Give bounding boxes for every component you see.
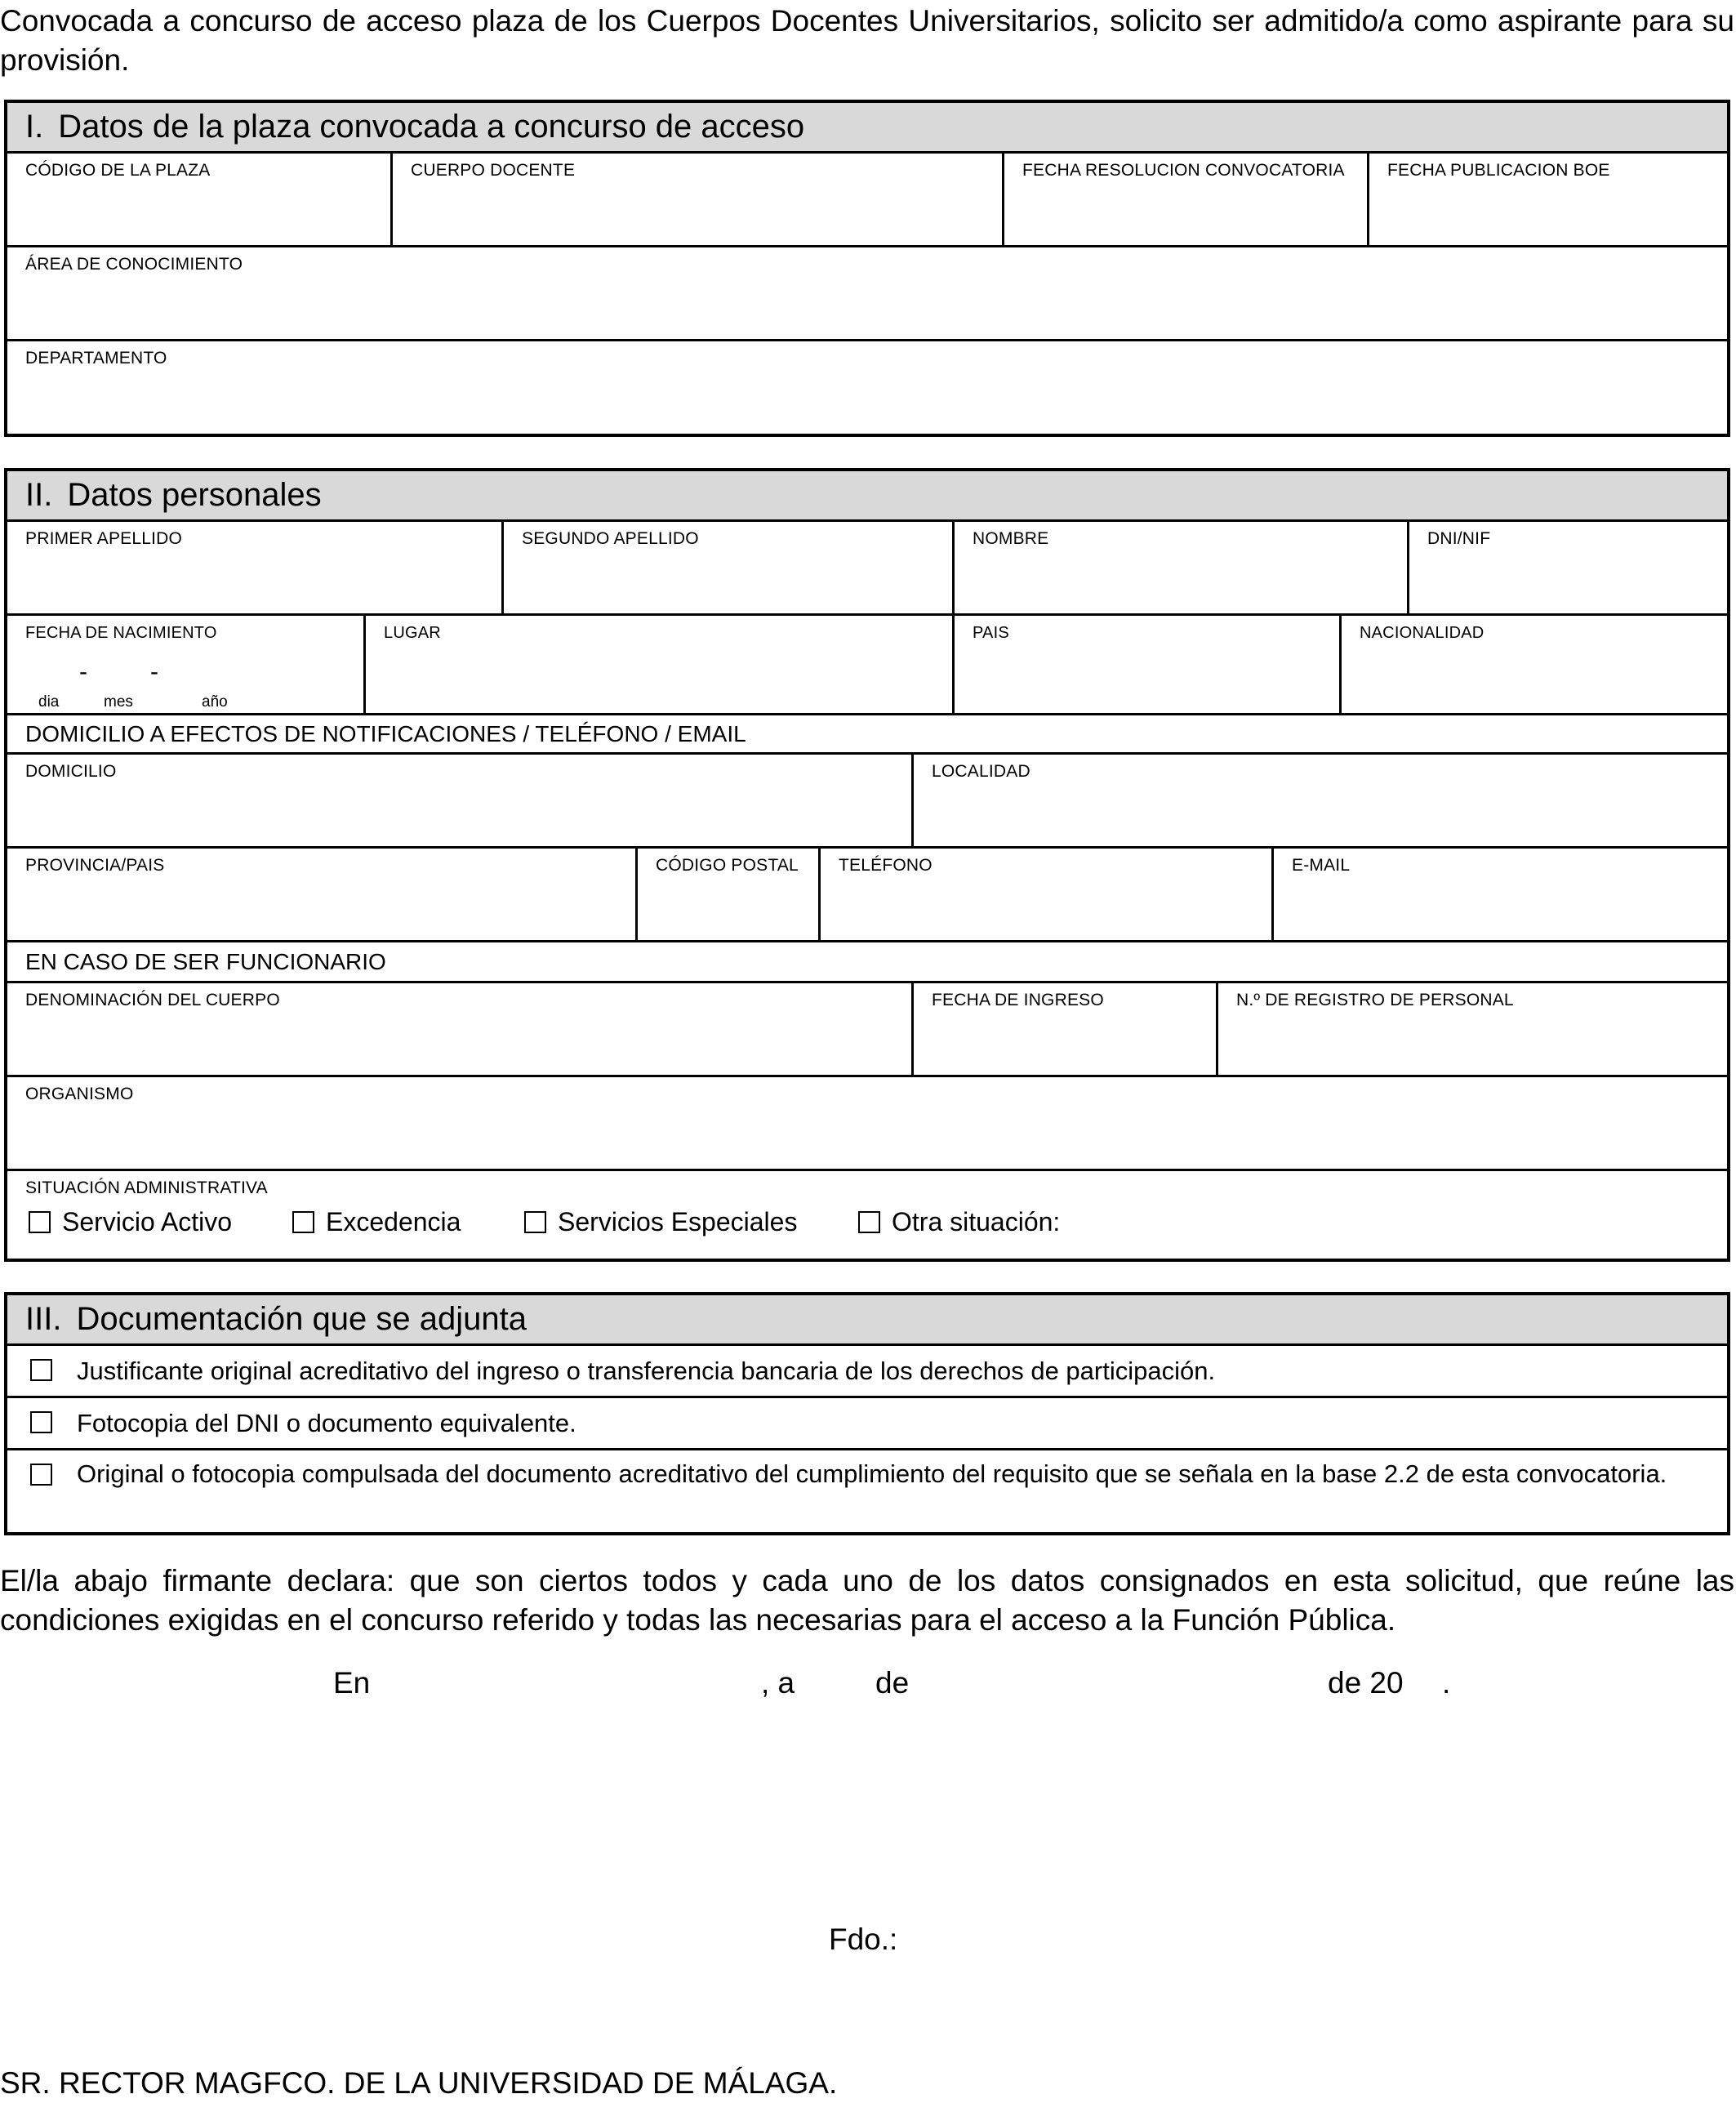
form-row — [7, 522, 1727, 616]
section-header — [7, 103, 1727, 154]
section-header — [7, 471, 1727, 522]
codigo-postal-field[interactable] — [638, 849, 821, 940]
form-row — [7, 1077, 1727, 1171]
date-separator: - — [150, 658, 158, 685]
field-label: E-MAIL — [1292, 856, 1351, 875]
document-item[interactable] — [7, 1398, 1727, 1450]
checkbox-icon[interactable] — [292, 1211, 314, 1233]
field-label: LOCALIDAD — [932, 762, 1030, 781]
nombre-field[interactable] — [955, 522, 1409, 613]
addressee: SR. RECTOR MAGFCO. DE LA UNIVERSIDAD DE MÁLAGA. — [0, 2066, 838, 2100]
segundo-apellido-field[interactable] — [504, 522, 955, 613]
servicios-especiales-checkbox[interactable] — [524, 1207, 797, 1237]
funcionario-heading — [7, 942, 1727, 983]
section-documentacion — [4, 1292, 1730, 1535]
place-en: En — [333, 1666, 371, 1700]
field-label: TELÉFONO — [839, 856, 933, 875]
departamento-field[interactable] — [7, 341, 1727, 369]
field-label: FECHA DE NACIMIENTO — [25, 624, 217, 642]
field-label: CÓDIGO POSTAL — [656, 856, 799, 875]
field-label: N.º DE REGISTRO DE PERSONAL — [1236, 991, 1514, 1009]
option-label: Servicios Especiales — [558, 1207, 798, 1236]
form-row — [7, 247, 1727, 341]
section-header — [7, 1295, 1727, 1346]
section-plaza — [4, 100, 1730, 437]
option-label: Otra situación: — [892, 1207, 1061, 1236]
domicilio-heading — [7, 715, 1727, 755]
organismo-field[interactable] — [7, 1077, 1727, 1169]
date-end: . — [1442, 1666, 1451, 1700]
checkbox-icon[interactable] — [30, 1359, 52, 1381]
situacion-field — [7, 1171, 1727, 1236]
field-label: DEPARTAMENTO — [25, 349, 167, 368]
form-row — [7, 983, 1727, 1077]
field-label: CÓDIGO DE LA PLAZA — [25, 161, 211, 180]
declaration-text: El/la abajo firmante declara: que son ciertos todos y cada uno de los datos consignados en esta solicitud, que reúne las condiciones exigidas en el concurso referido y todas las necesarias para el acceso a la Función Pública. — [0, 1564, 1734, 1637]
field-label: LUGAR — [384, 624, 441, 642]
lugar-field[interactable] — [366, 616, 955, 713]
form-row — [7, 849, 1727, 942]
field-label: PROVINCIA/PAIS — [25, 856, 165, 875]
fecha-resolucion-field[interactable] — [1004, 154, 1369, 245]
fecha-ingreso-field[interactable] — [914, 983, 1218, 1075]
field-label: NACIONALIDAD — [1360, 624, 1485, 642]
excedencia-checkbox[interactable] — [292, 1207, 461, 1237]
field-label: ORGANISMO — [25, 1085, 134, 1103]
place-a: , a — [761, 1666, 795, 1700]
nacionalidad-field[interactable] — [1342, 616, 1727, 713]
fecha-publicacion-field[interactable] — [1369, 154, 1727, 245]
subheading-text: DOMICILIO A EFECTOS DE NOTIFICACIONES / TELÉFONO / EMAIL — [25, 720, 746, 746]
field-label: FECHA DE INGRESO — [932, 991, 1104, 1009]
area-conocimiento-field[interactable] — [7, 247, 1727, 339]
dia-hint: dia — [38, 693, 60, 711]
signature-label: Fdo.: — [829, 1923, 898, 1956]
telefono-field[interactable] — [821, 849, 1274, 940]
anio-hint: año — [202, 693, 228, 711]
document-text: Original o fotocopia compulsada del documento acreditativo del cumplimiento del requisito que se señala en la base 2.2 de esta convocatoria. — [77, 1459, 1667, 1488]
mes-hint: mes — [104, 693, 133, 711]
option-label: Excedencia — [326, 1207, 461, 1236]
provincia-field[interactable] — [7, 849, 638, 940]
checkbox-icon[interactable] — [30, 1464, 52, 1486]
field-label: SITUACIÓN ADMINISTRATIVA — [25, 1178, 268, 1197]
form-row — [7, 341, 1727, 369]
situacion-options — [29, 1207, 1172, 1243]
field-label: CUERPO DOCENTE — [411, 161, 576, 180]
field-label: DENOMINACIÓN DEL CUERPO — [25, 991, 280, 1009]
localidad-field[interactable] — [914, 755, 1727, 846]
field-label: FECHA PUBLICACION BOE — [1387, 161, 1610, 180]
document-text: Justificante original acreditativo del ingreso o transferencia bancaria de los derechos de participación. — [77, 1357, 1216, 1385]
pais-field[interactable] — [955, 616, 1342, 713]
date-de-month: de — [875, 1666, 910, 1700]
section-number: III. — [25, 1301, 62, 1337]
option-label: Servicio Activo — [62, 1207, 233, 1236]
section-number: II. — [25, 477, 53, 513]
registro-personal-field[interactable] — [1218, 983, 1727, 1075]
field-label: ÁREA DE CONOCIMIENTO — [25, 255, 243, 274]
field-label: PRIMER APELLIDO — [25, 529, 183, 548]
field-label: DNI/NIF — [1427, 529, 1491, 548]
section-datos-personales — [4, 468, 1730, 1262]
date-separator: - — [79, 658, 87, 685]
cuerpo-docente-field[interactable] — [393, 154, 1004, 245]
field-label: PAIS — [973, 624, 1009, 642]
document-item[interactable] — [7, 1346, 1727, 1398]
document-text: Fotocopia del DNI o documento equivalente. — [77, 1409, 576, 1437]
section-title: Datos de la plaza convocada a concurso de acceso — [58, 109, 805, 145]
domicilio-field[interactable] — [7, 755, 914, 846]
form-row — [7, 154, 1727, 247]
field-label: NOMBRE — [973, 529, 1049, 548]
denominacion-cuerpo-field[interactable] — [7, 983, 914, 1075]
section-number: I. — [25, 109, 44, 145]
form-row — [7, 616, 1727, 715]
checkbox-icon[interactable] — [858, 1211, 880, 1233]
dni-field[interactable] — [1409, 522, 1727, 613]
primer-apellido-field[interactable] — [7, 522, 504, 613]
section-title: Datos personales — [67, 477, 322, 513]
date-de-year: de 20 — [1328, 1666, 1404, 1700]
field-label: FECHA RESOLUCION CONVOCATORIA — [1022, 161, 1345, 180]
otra-situacion-checkbox[interactable] — [858, 1207, 1060, 1237]
field-label: SEGUNDO APELLIDO — [522, 529, 699, 548]
field-label: DOMICILIO — [25, 762, 117, 781]
fecha-nacimiento-field[interactable] — [7, 616, 366, 713]
form-row — [7, 1171, 1727, 1236]
section-title: Documentación que se adjunta — [76, 1301, 527, 1337]
email-field[interactable] — [1274, 849, 1727, 940]
form-row — [7, 755, 1727, 849]
checkbox-icon[interactable] — [524, 1211, 546, 1233]
checkbox-icon[interactable] — [29, 1211, 51, 1233]
subheading-text: EN CASO DE SER FUNCIONARIO — [25, 948, 386, 974]
intro-text: Convocada a concurso de acceso plaza de los Cuerpos Docentes Universitarios, solicito ser admitido/a como aspirante para su provisión. — [0, 4, 1734, 77]
servicio-activo-checkbox[interactable] — [29, 1207, 232, 1237]
codigo-plaza-field[interactable] — [7, 154, 393, 245]
checkbox-icon[interactable] — [30, 1411, 52, 1433]
